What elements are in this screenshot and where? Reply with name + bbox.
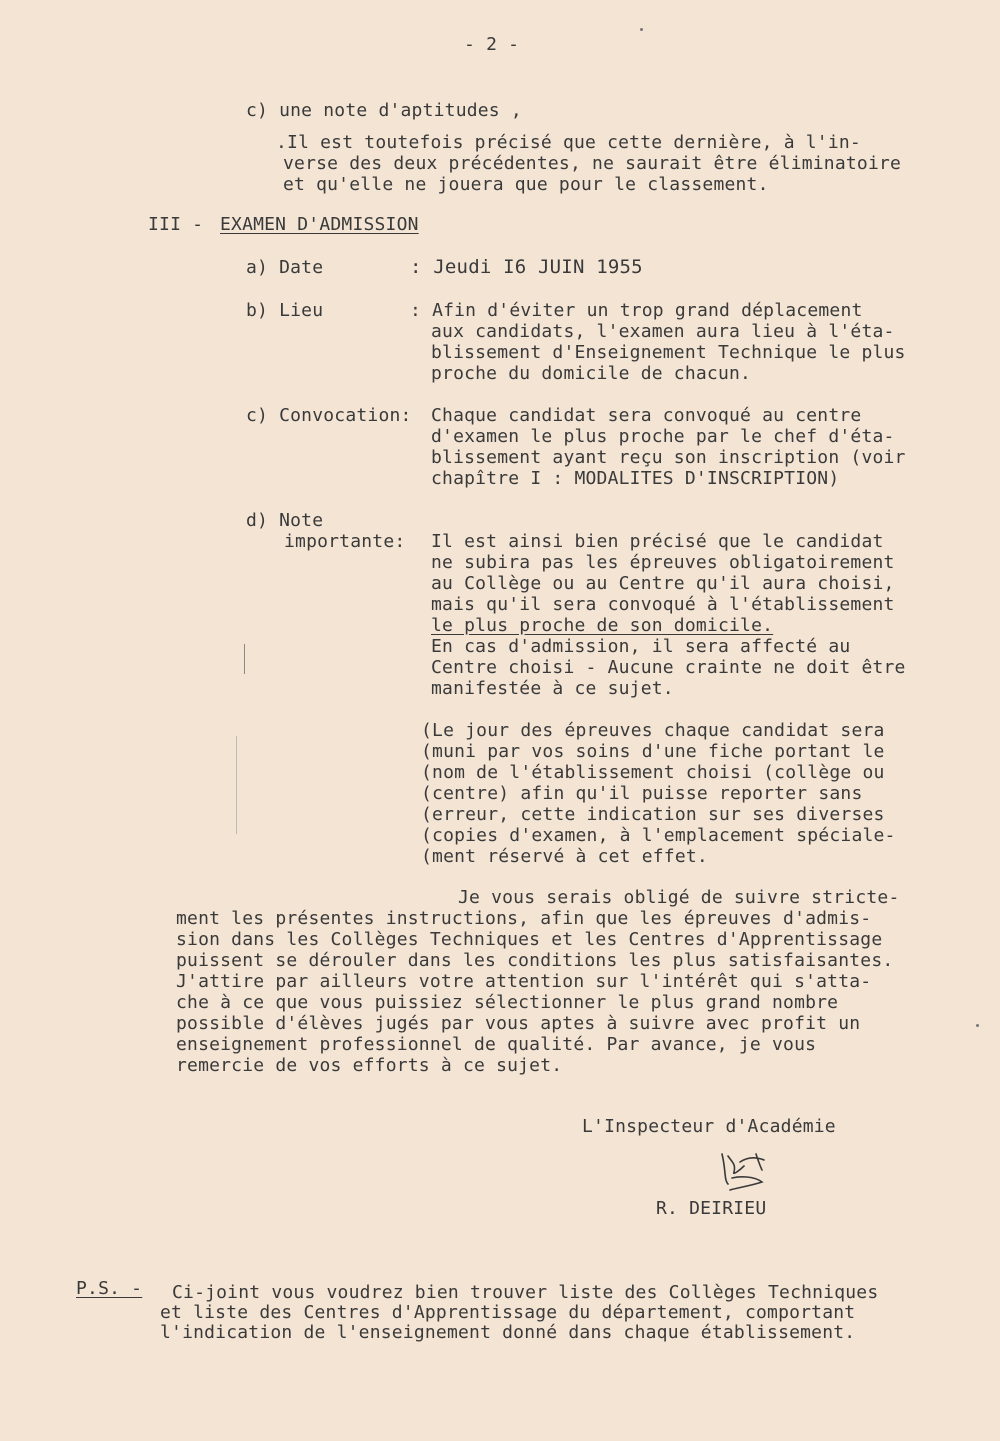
section-number: III - [148, 214, 204, 235]
body-line: et qu'elle ne jouera que pour le classement. [283, 174, 769, 195]
closing-line: remercie de vos efforts à ce sujet. [176, 1055, 563, 1076]
bracket-line: (muni par vos soins d'une fiche portant le [421, 741, 885, 762]
convocation-line: blissement ayant reçu son inscription (voir [431, 447, 906, 468]
note-line: manifestée à ce sujet. [431, 678, 674, 699]
signatory-name: R. DEIRIEU [656, 1198, 767, 1219]
lieu-line: aux candidats, l'examen aura lieu à l'éta- [431, 321, 895, 342]
item-c-label: c) une note d'aptitudes , [246, 100, 522, 121]
note-line: mais qu'il sera convoqué à l'établissement [431, 594, 895, 615]
convocation-line: Chaque candidat sera convoqué au centre [431, 405, 862, 426]
page-number: - 2 - [464, 34, 520, 55]
bracket-line: (ment réservé à cet effet. [421, 846, 708, 867]
lieu-line: blissement d'Enseignement Technique le plus [431, 342, 906, 363]
closing-line: ment les présentes instructions, afin que les épreuves d'admis- [176, 908, 872, 929]
convocation-label: c) Convocation: [246, 405, 412, 426]
bracket-line: (centre) afin qu'il puisse reporter sans [421, 783, 863, 804]
closing-line: enseignement professionnel de qualité. Par avance, je vous [176, 1034, 817, 1055]
bracket-line: (erreur, cette indication sur ses diverses [421, 804, 885, 825]
ps-line: Ci-joint vous voudrez bien trouver liste des Collèges Techniques [172, 1282, 879, 1303]
note-label-2: importante: [284, 531, 406, 552]
note-line: Centre choisi - Aucune crainte ne doit être [431, 657, 906, 678]
note-line: ne subira pas les épreuves obligatoirement [431, 552, 895, 573]
closing-line: J'attire par ailleurs votre attention sur l'intérêt qui s'atta- [176, 971, 872, 992]
note-line: Il est ainsi bien précisé que le candidat [431, 531, 884, 552]
bracket-line: (Le jour des épreuves chaque candidat sera [421, 720, 885, 741]
note-line: En cas d'admission, il sera affecté au [431, 636, 851, 657]
ps-line: et liste des Centres d'Apprentissage du département, comportant [160, 1302, 856, 1323]
paper-speck [976, 1024, 979, 1027]
margin-mark [244, 644, 245, 674]
bracket-line: (nom de l'établissement choisi (collège ou [421, 762, 885, 783]
note-label: d) Note [246, 510, 324, 531]
lieu-line: : Afin d'éviter un trop grand déplacement [410, 300, 863, 321]
lieu-label: b) Lieu [246, 300, 324, 321]
convocation-line: d'examen le plus proche par le chef d'éta- [431, 426, 895, 447]
closing-line: puissent se dérouler dans les conditions les plus satisfaisantes. [176, 950, 894, 971]
note-line: au Collège ou au Centre qu'il aura choisi, [431, 573, 895, 594]
margin-mark [236, 736, 237, 834]
section-title: EXAMEN D'ADMISSION [220, 214, 419, 235]
date-value: : Jeudi I6 JUIN 1955 [410, 256, 643, 278]
signatory-title: L'Inspecteur d'Académie [582, 1116, 836, 1137]
closing-line: sion dans les Collèges Techniques et les Centres d'Apprentissage [176, 929, 883, 950]
ps-line: l'indication de l'enseignement donné dans chaque établissement. [160, 1322, 856, 1343]
body-line: verse des deux précédentes, ne saurait être éliminatoire [283, 153, 902, 174]
closing-line: Je vous serais obligé de suivre stricte- [458, 887, 900, 908]
date-label: a) Date [246, 257, 324, 278]
handwritten-signature [710, 1140, 780, 1196]
closing-line: possible d'élèves jugés par vous aptes à suivre avec profit un [176, 1013, 861, 1034]
body-line: .Il est toutefois précisé que cette dernière, à l'in- [276, 132, 861, 153]
ps-label: P.S. - [76, 1278, 143, 1299]
lieu-line: proche du domicile de chacun. [431, 363, 752, 384]
closing-line: che à ce que vous puissiez sélectionner le plus grand nombre [176, 992, 839, 1013]
paper-speck [640, 28, 643, 31]
convocation-line: chapître I : MODALITES D'INSCRIPTION) [431, 468, 840, 489]
bracket-line: (copies d'examen, à l'emplacement spéciale- [421, 825, 896, 846]
note-line: le plus proche de son domicile. [431, 615, 774, 636]
